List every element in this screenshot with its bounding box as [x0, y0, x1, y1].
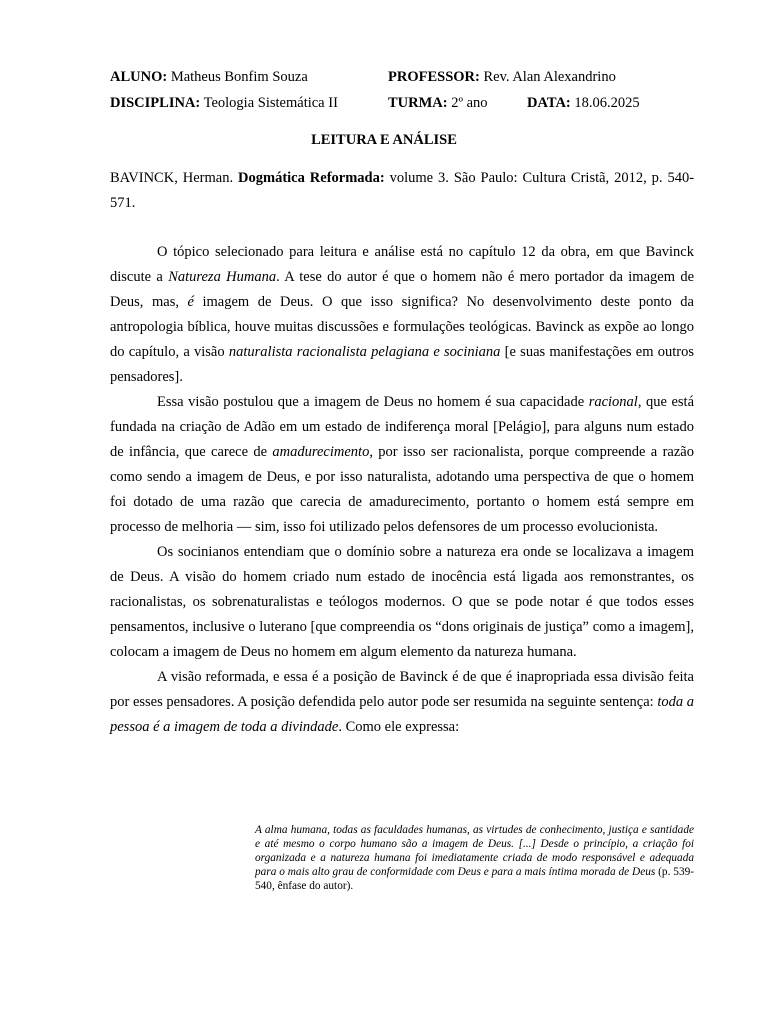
paragraph-1: [110, 240, 694, 390]
turma-label: TURMA:: [388, 95, 448, 111]
page-title: LEITURA E ANÁLISE: [311, 132, 457, 148]
p2-italic-b: racional: [588, 394, 638, 410]
p1-text-a: O tópico selecionado para leitura e análise está no capítulo 12 da obra, em que Bavinck discute a: [110, 244, 694, 285]
aluno-value: Matheus Bonfim Souza: [170, 69, 308, 85]
reference-author: BAVINCK, Herman.: [110, 170, 234, 186]
bibliographic-reference: [110, 166, 694, 216]
p1-text-c: . A tese do autor é que o homem não é mero portador da imagem de Deus, mas,: [110, 269, 694, 310]
professor-value: Rev. Alan Alexandrino: [483, 69, 616, 85]
quote-citation: (p. 539-540, ênfase do autor).: [255, 866, 694, 892]
reference-book: Dogmática Reformada:: [238, 170, 385, 186]
block-quote: [255, 823, 694, 893]
disciplina-field: [110, 94, 338, 112]
paragraph-2: [110, 390, 694, 540]
p2-italic-d: amadurecimento: [272, 444, 370, 460]
quote-text: A alma humana, todas as faculdades humanas, as virtudes de conhecimento, justiça e santidade e até mesmo o corpo humano são a imagem de Deus. [...] Desde o princípio, a criação foi organizada e a natureza humana foi imediatamente criada de modo responsável e adequada para o mais alto grau de conformidade com Deus e para a mais íntima morada de Deus: [255, 824, 694, 878]
p1-text-g: [e suas manifestações em outros pensadores].: [110, 344, 694, 385]
professor-label: PROFESSOR:: [388, 69, 480, 85]
disciplina-value: Teologia Sistemática II: [203, 95, 338, 111]
p4-text-c: . Como ele expressa:: [338, 719, 460, 735]
p2-text-e: , por isso ser racionalista, porque compreende a razão como sendo a imagem de Deus, e por isso naturalista, adotando uma perspectiva de que o homem foi dotado de uma razão que carecia de amadurecimento, portanto o homem está sempre em processo de melhoria — sim, isso foi utilizado pelos defensores de um processo evolucionista.: [110, 444, 694, 535]
p1-italic-b: Natureza Humana: [168, 269, 277, 285]
turma-field: [388, 94, 488, 112]
p1-italic-d: é: [187, 294, 194, 310]
data-field: [527, 94, 640, 112]
reference-rest: volume 3. São Paulo: Cultura Cristã, 2012, p. 540-571.: [110, 170, 695, 211]
aluno-field: [110, 68, 308, 86]
p2-text-a: Essa visão postulou que a imagem de Deus no homem é sua capacidade: [157, 394, 589, 410]
p4-text-a: A visão reformada, e essa é a posição de Bavinck é de que é inapropriada essa divisão feita por esses pensadores. A posição defendida pelo autor pode ser resumida na seguinte sentença:: [110, 669, 694, 710]
data-label: DATA:: [527, 95, 571, 111]
p4-italic-b: toda a pessoa é a imagem de toda a divindade: [110, 694, 694, 735]
disciplina-label: DISCIPLINA:: [110, 95, 201, 111]
paragraph-4: [110, 665, 694, 740]
paragraph-3: Os socinianos entendiam que o domínio sobre a natureza era onde se localizava a imagem de Deus. A visão do homem criado num estado de inocência está ligada aos remonstrantes, os racionalistas, os sobrenaturalistas e teólogos modernos. O que se pode notar é que todos esses pensamentos, inclusive o luterano [que compreendia os “dons originais de justiça” como a imagem], colocam a imagem de Deus no homem em algum elemento da natureza humana.: [110, 544, 694, 660]
turma-value: 2º ano: [451, 95, 488, 111]
data-value: 18.06.2025: [574, 95, 640, 111]
aluno-label: ALUNO:: [110, 69, 168, 85]
body-text: [110, 240, 694, 740]
p2-text-c: , que está fundada na criação de Adão em um estado de indiferença moral [Pelágio], para alguns num estado de infância, que carece de: [110, 394, 694, 460]
professor-field: [388, 68, 616, 86]
p1-text-e: imagem de Deus. O que isso significa? No desenvolvimento deste ponto da antropologia bíblica, houve muitas discussões e formulações teológicas. Bavinck as expõe ao longo do capítulo, a visão: [110, 294, 694, 360]
p1-italic-f: naturalista racionalista pelagiana e sociniana: [228, 344, 501, 360]
